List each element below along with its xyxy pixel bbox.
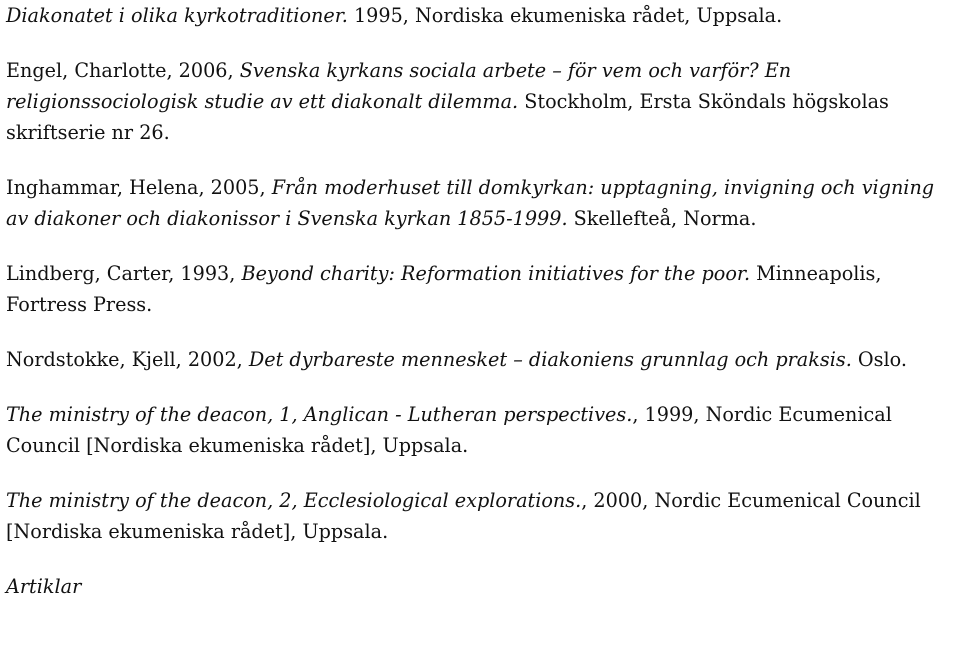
document-page — [6, 0, 954, 602]
reference-details: Stockholm, Ersta Sköndals högskolas skriftserie nr 26. — [6, 90, 889, 144]
reference-title: Beyond charity: Reformation initiatives for the poor. — [241, 262, 751, 285]
reference-entry — [6, 344, 954, 375]
reference-author-year: Inghammar, Helena, 2005, — [6, 176, 272, 199]
reference-title: The ministry of the deacon, 2, Ecclesiological explorations. — [6, 489, 582, 512]
reference-title: The ministry of the deacon, 1, Anglican - Lutheran perspectives. — [6, 403, 633, 426]
reference-title: Svenska kyrkans sociala arbete – för vem och varför? En religionssociologisk studie av ett diakonalt dilemma. — [6, 59, 792, 113]
reference-details: Skellefteå, Norma. — [567, 207, 757, 230]
reference-entry — [6, 485, 954, 547]
reference-details: 1995, Nordiska ekumeniska rådet, Uppsala. — [347, 4, 783, 27]
reference-details: , 2000, Nordic Ecumenical Council [Nordiska ekumeniska rådet], Uppsala. — [6, 489, 921, 543]
reference-details: , 1999, Nordic Ecumenical Council [Nordiska ekumeniska rådet], Uppsala. — [6, 403, 892, 457]
reference-entry — [6, 172, 954, 234]
reference-entry — [6, 258, 954, 320]
reference-author-year: Engel, Charlotte, 2006, — [6, 59, 240, 82]
reference-author-year: Nordstokke, Kjell, 2002, — [6, 348, 249, 371]
reference-entry — [6, 0, 954, 31]
section-heading: Artiklar — [6, 575, 82, 598]
reference-author-year: Lindberg, Carter, 1993, — [6, 262, 242, 285]
reference-title: Det dyrbareste mennesket – diakoniens grunnlag och praksis. — [248, 348, 852, 371]
reference-details: Minneapolis, Fortress Press. — [6, 262, 882, 316]
reference-entry — [6, 55, 954, 148]
reference-title: Diakonatet i olika kyrkotraditioner. — [6, 4, 348, 27]
reference-details: Oslo. — [851, 348, 907, 371]
reference-title: Från moderhuset till domkyrkan: upptagning, invigning och vigning av diakoner och diakonissor i Svenska kyrkan 1855-1999. — [6, 176, 935, 230]
reference-entry — [6, 399, 954, 461]
